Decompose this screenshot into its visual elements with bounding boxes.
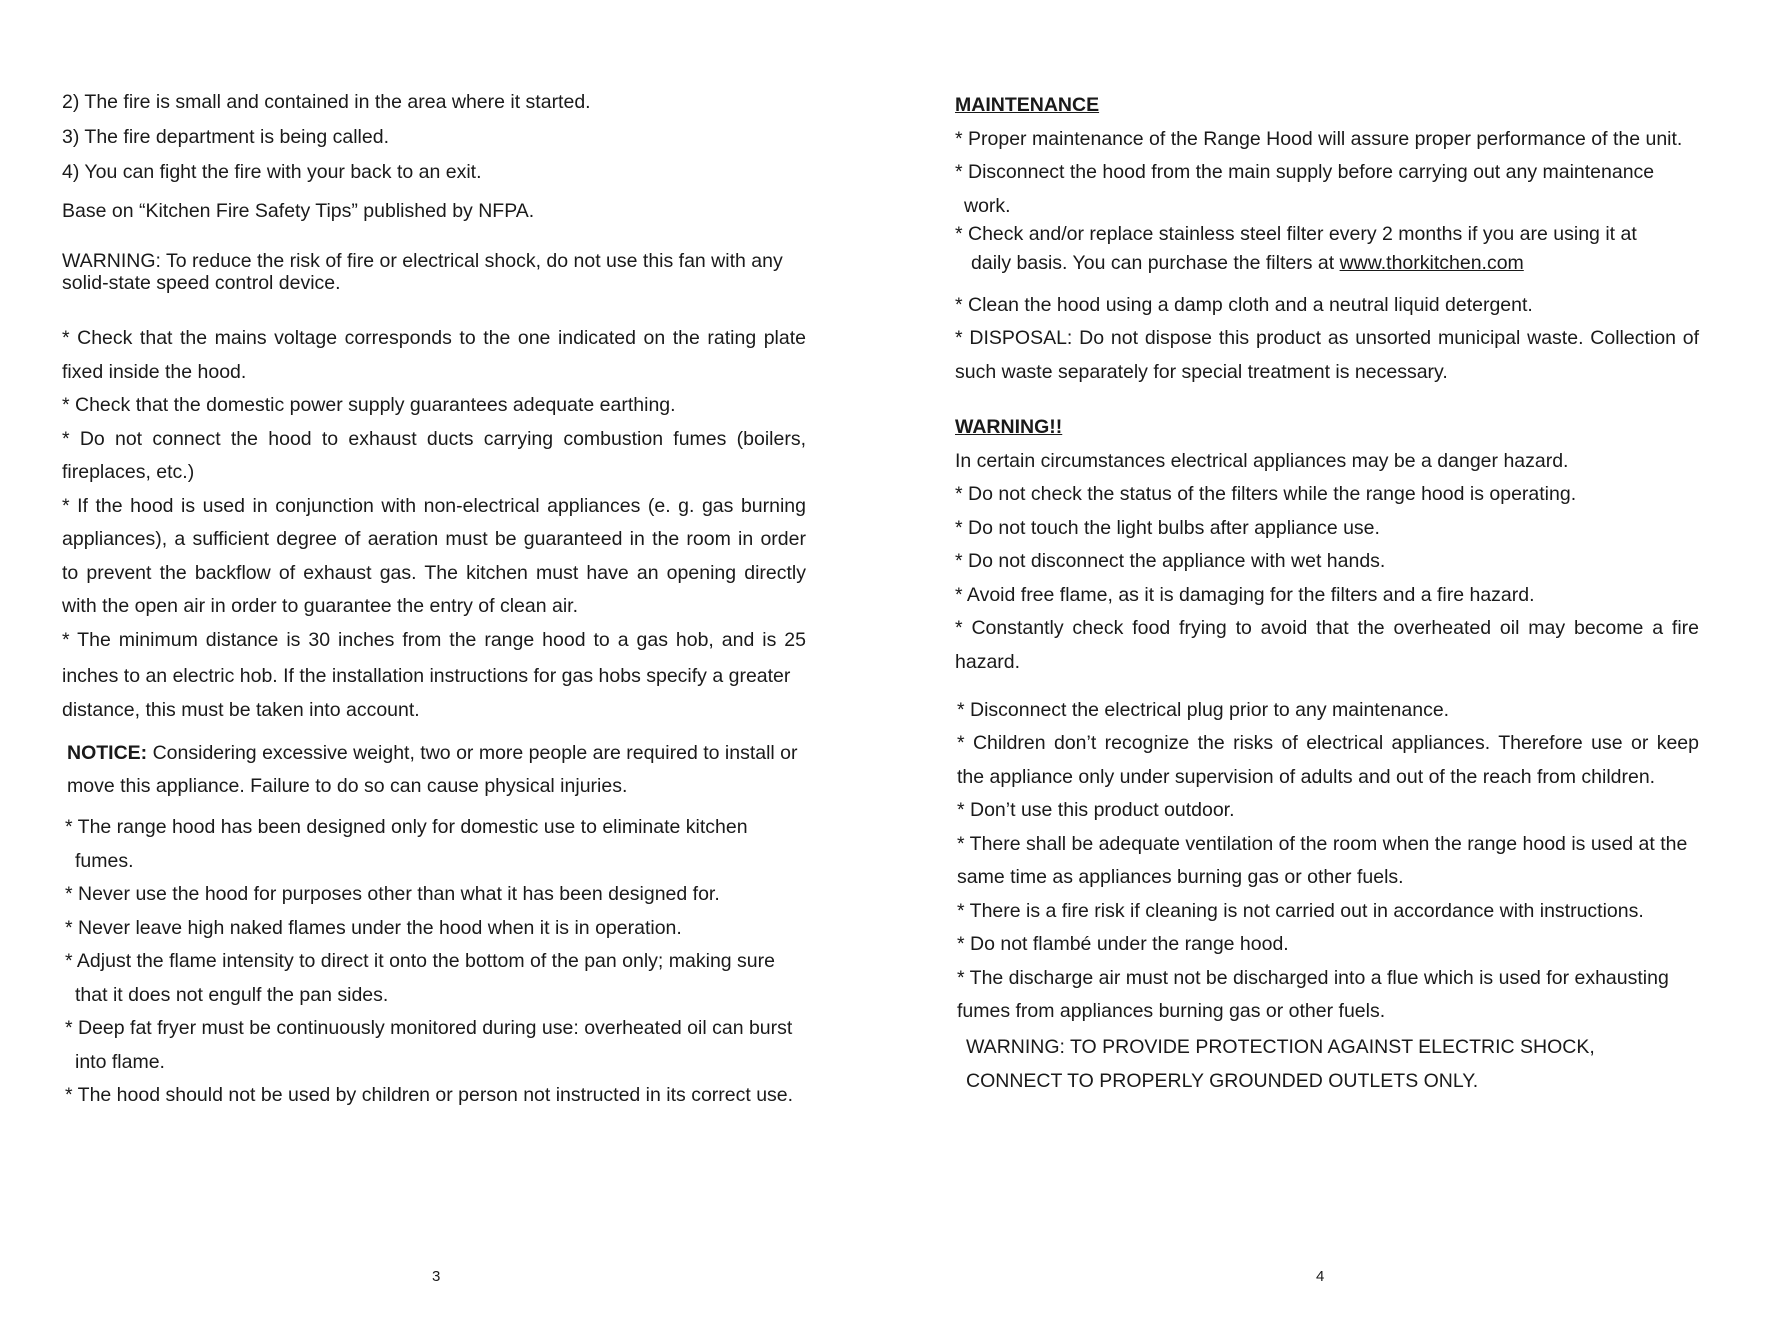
voltage-check-line-2: fixed inside the hood.: [62, 361, 247, 383]
filter-purchase-text: daily basis. You can purchase the filters at: [971, 252, 1340, 274]
distance-line-1: * The minimum distance is 30 inches from the range hood to a gas hob, and is 25: [62, 629, 806, 651]
children-warning-line-2: the appliance only under supervision of adults and out of the reach from children.: [957, 766, 1656, 788]
outdoor-warning: * Don’t use this product outdoor.: [957, 799, 1235, 821]
page-number-left: 3: [432, 1268, 441, 1285]
deep-fat-fryer-line-2: into flame.: [75, 1051, 165, 1073]
discharge-air-line-1: * The discharge air must not be discharged into a flue which is used for exhausting: [957, 967, 1669, 989]
warning-intro: In certain circumstances electrical appliances may be a danger hazard.: [955, 450, 1569, 472]
grounding-warning-line-1: WARNING: TO PROVIDE PROTECTION AGAINST ELECTRIC SHOCK,: [966, 1036, 1595, 1058]
maintenance-item-2-line-1: * Disconnect the hood from the main supply before carrying out any maintenance: [955, 161, 1655, 183]
fire-condition-2: 2) The fire is small and contained in the area where it started.: [62, 91, 591, 113]
page-number-right: 4: [1316, 1268, 1325, 1285]
maintenance-item-1: * Proper maintenance of the Range Hood will assure proper performance of the unit.: [955, 128, 1683, 150]
maintenance-heading: MAINTENANCE: [955, 94, 1100, 116]
exhaust-duct-line-1: * Do not connect the hood to exhaust ducts carrying combustion fumes (boilers,: [62, 428, 806, 450]
domestic-use-line-1: * The range hood has been designed only for domestic use to eliminate kitchen: [65, 816, 748, 838]
children-use-warning: * The hood should not be used by children or person not instructed in its correct use.: [65, 1084, 794, 1106]
aeration-line-2: appliances), a sufficient degree of aeration must be guaranteed in the room in order: [62, 528, 806, 550]
maintenance-item-3-line-2: [971, 252, 1524, 274]
warning-item-filters: * Do not check the status of the filters while the range hood is operating.: [955, 483, 1577, 505]
exhaust-duct-line-2: fireplaces, etc.): [62, 461, 195, 483]
thorkitchen-link[interactable]: www.thorkitchen.com: [1339, 252, 1524, 274]
flambe-warning: * Do not flambé under the range hood.: [957, 933, 1289, 955]
maintenance-item-2-line-2: work.: [964, 195, 1011, 217]
fire-condition-3: 3) The fire department is being called.: [62, 126, 389, 148]
notice-line-2: move this appliance. Failure to do so can cause physical injuries.: [67, 775, 628, 797]
notice-text: Considering excessive weight, two or more people are required to install or: [147, 742, 798, 764]
deep-fat-fryer-line-1: * Deep fat fryer must be continuously monitored during use: overheated oil can burst: [65, 1017, 793, 1039]
warning-item-wet-hands: * Do not disconnect the appliance with wet hands.: [955, 550, 1386, 572]
naked-flames-warning: * Never leave high naked flames under the hood when it is in operation.: [65, 917, 682, 939]
flame-intensity-line-1: * Adjust the flame intensity to direct it onto the bottom of the pan only; making sure: [65, 950, 775, 972]
warning-item-frying-line-1: * Constantly check food frying to avoid that the overheated oil may become a fire: [955, 617, 1699, 639]
distance-line-2: inches to an electric hob. If the installation instructions for gas hobs specify a greater: [62, 665, 791, 687]
fan-warning-line-1: WARNING: To reduce the risk of fire or electrical shock, do not use this fan with any: [62, 250, 783, 272]
children-warning-line-1: * Children don’t recognize the risks of electrical appliances. Therefore use or keep: [957, 732, 1699, 754]
discharge-air-line-2: fumes from appliances burning gas or other fuels.: [957, 1000, 1386, 1022]
flame-intensity-line-2: that it does not engulf the pan sides.: [75, 984, 389, 1006]
purpose-warning: * Never use the hood for purposes other than what it has been designed for.: [65, 883, 720, 905]
maintenance-item-4: * Clean the hood using a damp cloth and a neutral liquid detergent.: [955, 294, 1533, 316]
warning-item-frying-line-2: hazard.: [955, 651, 1021, 673]
disposal-line-1: * DISPOSAL: Do not dispose this product as unsorted municipal waste. Collection of: [955, 327, 1699, 349]
notice-line-1: [67, 742, 798, 764]
cleaning-fire-risk: * There is a fire risk if cleaning is not carried out in accordance with instructions.: [957, 900, 1644, 922]
warning-heading: WARNING!!: [955, 416, 1063, 438]
maintenance-item-3-line-1: * Check and/or replace stainless steel filter every 2 months if you are using it at: [955, 223, 1637, 245]
distance-line-3: distance, this must be taken into account.: [62, 699, 420, 721]
grounding-warning-line-2: CONNECT TO PROPERLY GROUNDED OUTLETS ONLY.: [966, 1070, 1479, 1092]
fire-condition-4: 4) You can fight the fire with your back to an exit.: [62, 161, 482, 183]
aeration-line-3: to prevent the backflow of exhaust gas. The kitchen must have an opening directly: [62, 562, 806, 584]
nfpa-source-note: Base on “Kitchen Fire Safety Tips” published by NFPA.: [62, 200, 535, 222]
fan-warning-line-2: solid-state speed control device.: [62, 272, 341, 294]
warning-item-bulbs: * Do not touch the light bulbs after appliance use.: [955, 517, 1380, 539]
disposal-line-2: such waste separately for special treatment is necessary.: [955, 361, 1448, 383]
unplug-before-maintenance: * Disconnect the electrical plug prior to any maintenance.: [957, 699, 1450, 721]
notice-label: NOTICE:: [67, 742, 148, 764]
ventilation-line-1: * There shall be adequate ventilation of the room when the range hood is used at the: [957, 833, 1688, 855]
ventilation-line-2: same time as appliances burning gas or other fuels.: [957, 866, 1404, 888]
voltage-check-line-1: * Check that the mains voltage corresponds to the one indicated on the rating plate: [62, 327, 806, 349]
aeration-line-1: * If the hood is used in conjunction with non-electrical appliances (e. g. gas burning: [62, 495, 806, 517]
aeration-line-4: with the open air in order to guarantee the entry of clean air.: [62, 595, 578, 617]
earthing-check: * Check that the domestic power supply guarantees adequate earthing.: [62, 394, 676, 416]
warning-item-free-flame: * Avoid free flame, as it is damaging for the filters and a fire hazard.: [955, 584, 1535, 606]
domestic-use-line-2: fumes.: [75, 850, 134, 872]
